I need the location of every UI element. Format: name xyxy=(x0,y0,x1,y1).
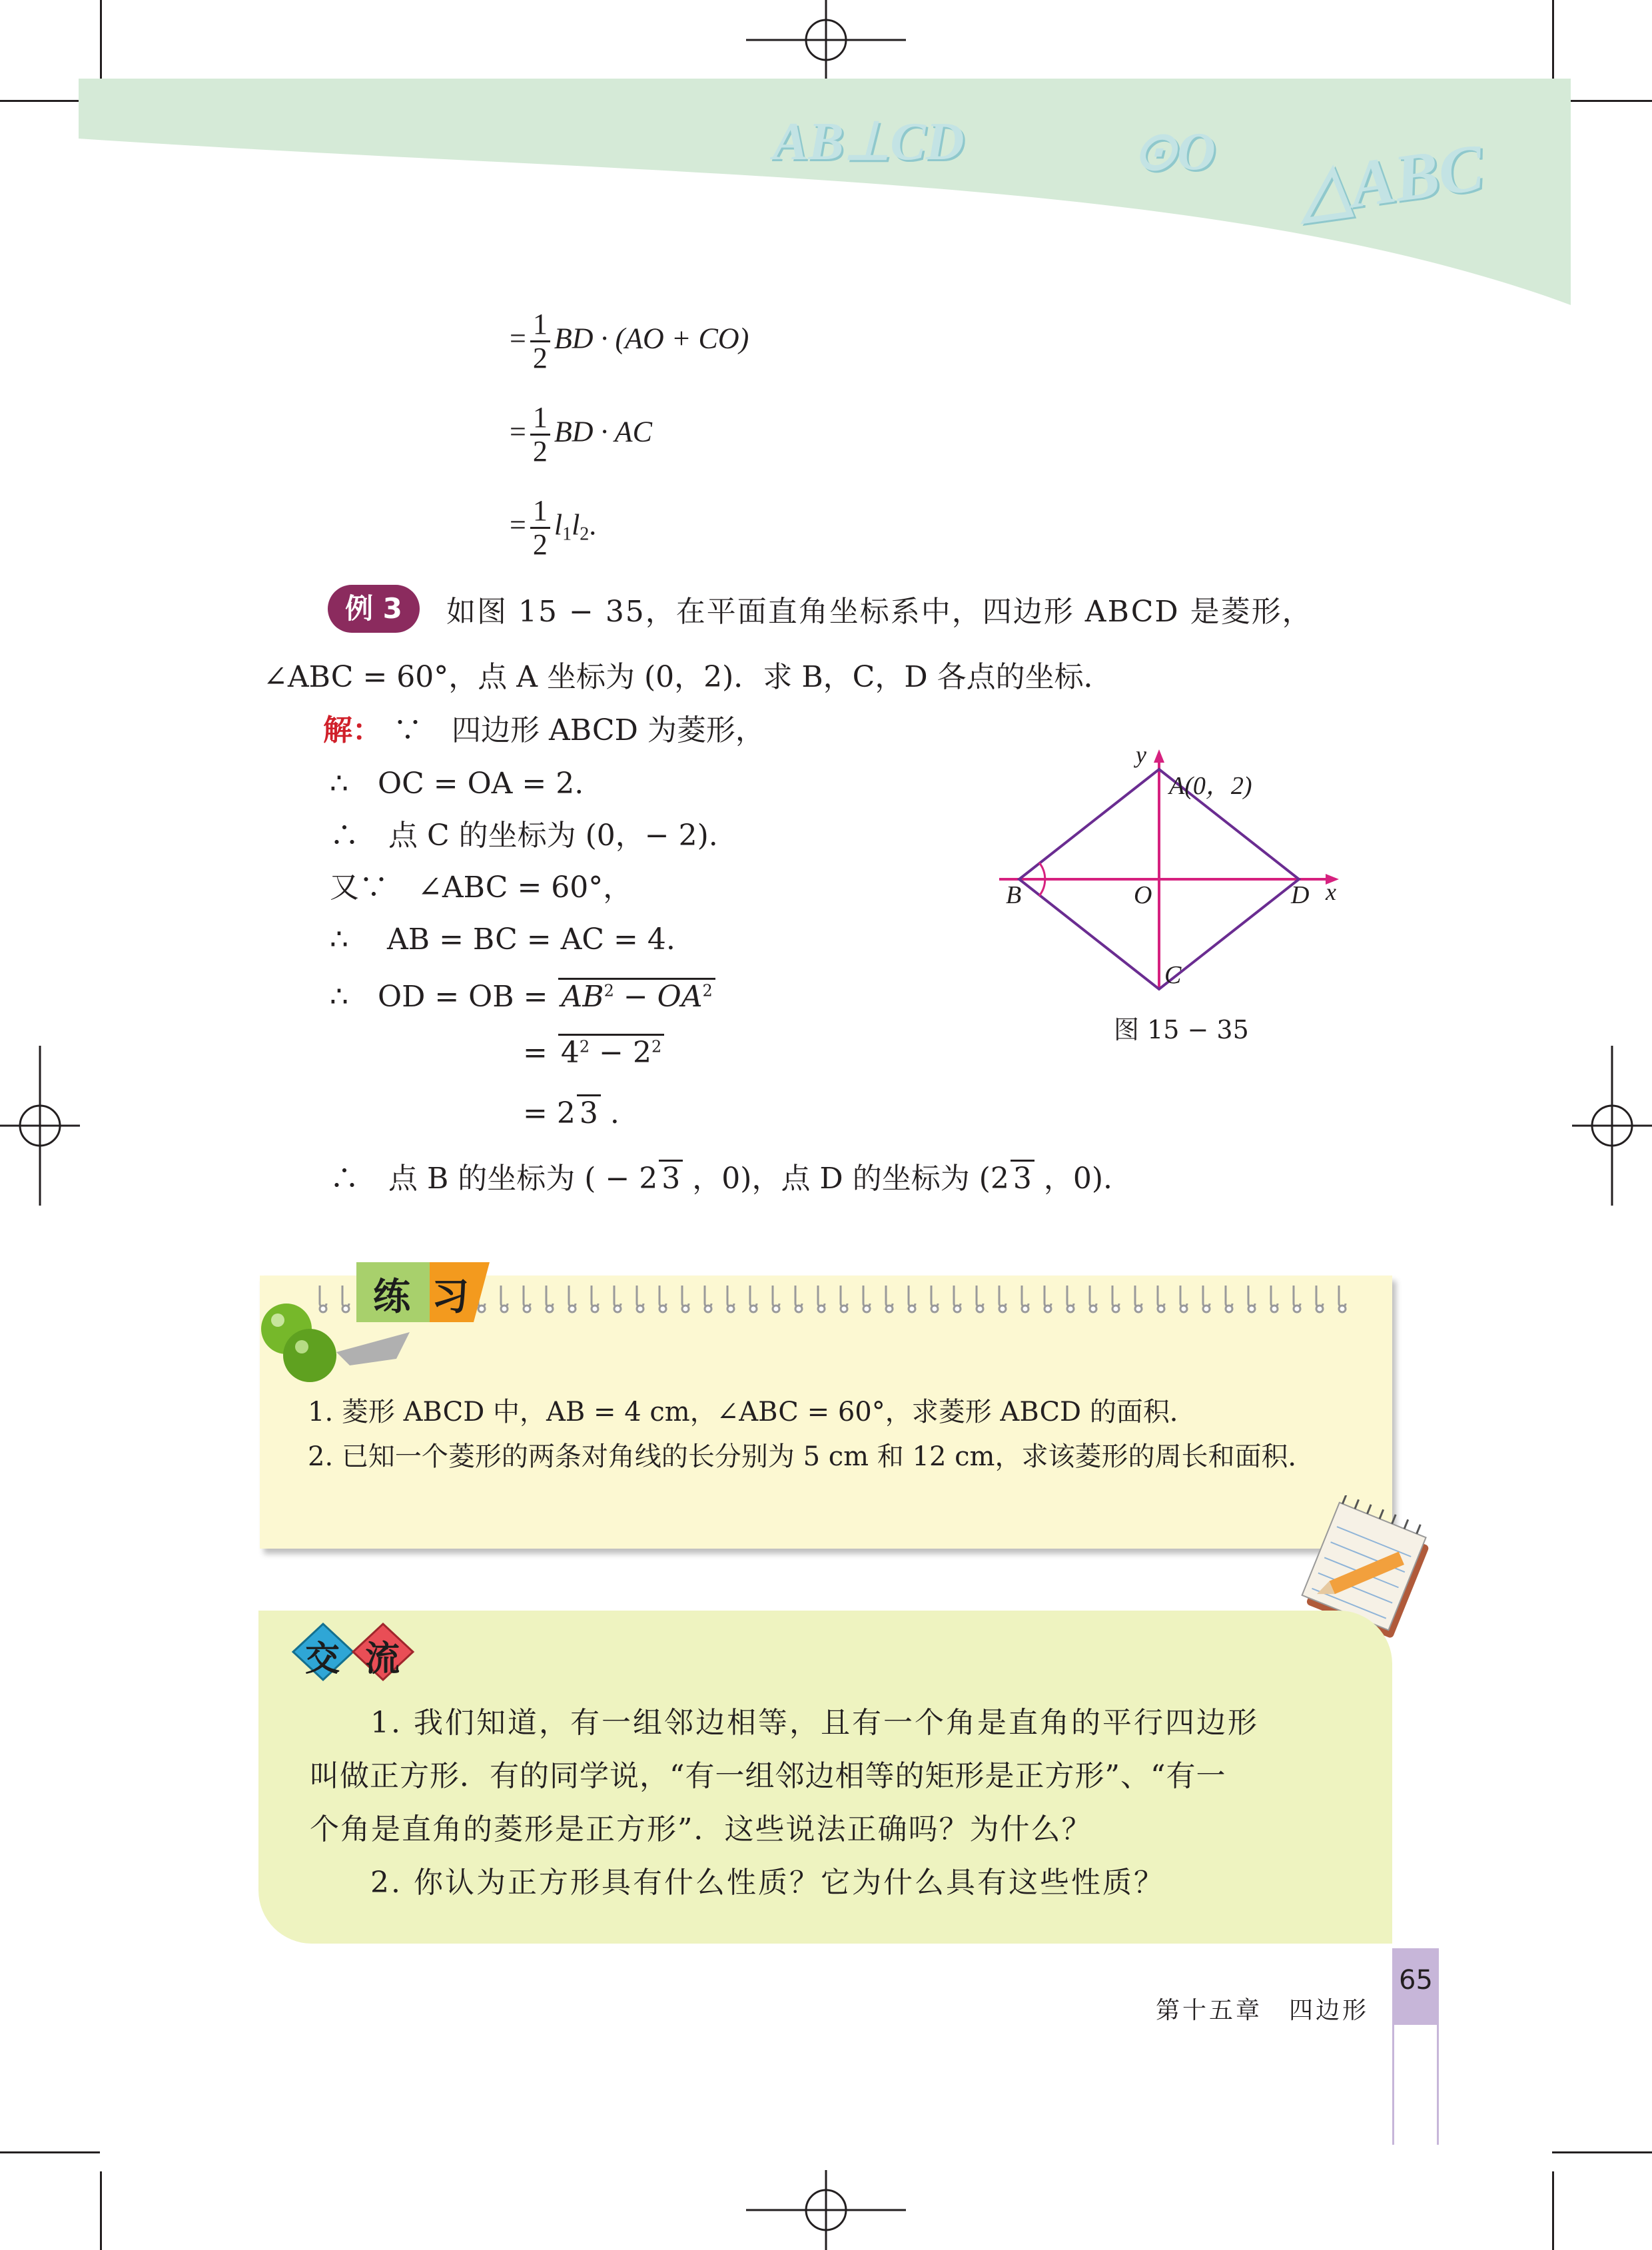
registration-mark xyxy=(0,1046,80,1206)
notepad-hole xyxy=(705,1306,711,1312)
notepad-ring xyxy=(1316,1286,1323,1307)
notepad-hole xyxy=(1135,1306,1142,1312)
notepad-hole xyxy=(546,1306,553,1312)
notepad-hole xyxy=(1180,1306,1187,1312)
figure-label-C: C xyxy=(1164,961,1182,989)
notepad-hole xyxy=(682,1306,689,1312)
crop-mark xyxy=(1552,2171,1554,2250)
solution-step: ∴ AB = BC = AC = 4. xyxy=(330,923,675,956)
crop-mark xyxy=(1552,2151,1652,2153)
page-tab-line xyxy=(1392,2025,1394,2145)
practice-question-1: 1. 菱形 ABCD 中，AB = 4 cm，∠ABC = 60°，求菱形 ABCD 的面积． xyxy=(308,1397,1196,1427)
notepad-ring xyxy=(999,1286,1006,1307)
notepad-ring xyxy=(727,1286,734,1307)
notepad-hole xyxy=(614,1306,621,1312)
notepad-ring xyxy=(1203,1286,1210,1307)
notepad-ring xyxy=(863,1286,870,1307)
notepad-ring xyxy=(773,1286,779,1307)
notepad-ring xyxy=(614,1286,621,1307)
notepad-ring xyxy=(795,1286,802,1307)
solution-step: ∴ OD = OB = $AB^2 - OA^2$ xyxy=(330,972,715,1015)
notepad-hole xyxy=(909,1306,915,1312)
notepad-ring xyxy=(592,1286,598,1307)
notepad-hole xyxy=(863,1306,870,1312)
notepad-ring xyxy=(1067,1286,1074,1307)
notepad-hole xyxy=(637,1306,643,1312)
notepad-hole xyxy=(1226,1306,1232,1312)
notepad-hole xyxy=(524,1306,530,1312)
crop-mark xyxy=(0,2151,100,2153)
notepad-hole xyxy=(954,1306,961,1312)
notepad-hole xyxy=(818,1306,825,1312)
notepad-ring xyxy=(1158,1286,1164,1307)
solution-step: 又∵ ∠ABC = 60°， xyxy=(330,871,633,905)
notepad-hole xyxy=(795,1306,802,1312)
figure-label-x: x xyxy=(1326,879,1336,905)
notepad-ring xyxy=(659,1286,666,1307)
notepad-hole xyxy=(1248,1306,1255,1312)
solution-step: ∴ OC = OA = 2. xyxy=(330,767,584,801)
notepad-ring xyxy=(1248,1286,1255,1307)
notepad-ring xyxy=(931,1286,938,1307)
notepad-ring xyxy=(1294,1286,1300,1307)
discussion-title-1: 交 xyxy=(305,1639,340,1679)
solution-step: ∵ 四边形 ABCD 为菱形， xyxy=(393,713,765,747)
notepad-hole xyxy=(750,1306,757,1312)
discussion-title-2: 流 xyxy=(365,1639,400,1679)
notepad-ring xyxy=(1226,1286,1232,1307)
notepad-hole xyxy=(1044,1306,1051,1312)
notepad-ring xyxy=(750,1286,757,1307)
notepad-ring xyxy=(569,1286,576,1307)
example-badge: 例 3 xyxy=(328,585,420,633)
registration-mark xyxy=(746,2170,906,2250)
example-statement-1: 如图 15 − 35，在平面直角坐标系中，四边形 ABCD 是菱形， xyxy=(446,595,1313,629)
notepad-hole xyxy=(478,1306,485,1312)
solution-label: 解： xyxy=(323,713,382,747)
solution-step: = 2 3 . xyxy=(523,1094,620,1130)
notepad-ring xyxy=(501,1286,508,1307)
crop-mark xyxy=(100,0,102,80)
notepad-ring xyxy=(886,1286,893,1307)
notepad-ring xyxy=(909,1286,915,1307)
notepad-hole xyxy=(1067,1306,1074,1312)
notepad-hole xyxy=(1090,1306,1096,1312)
notepad-hole xyxy=(1112,1306,1119,1312)
notepad-hole xyxy=(1339,1306,1346,1312)
figure-caption: 图 15 − 35 xyxy=(1114,1015,1249,1044)
notepad-hole xyxy=(501,1306,508,1312)
derivation-line-3: = $\frac{1}{2}$ $l_1l_2$. xyxy=(510,494,597,561)
figure-label-D: D xyxy=(1291,881,1310,909)
notepad-hole xyxy=(977,1306,983,1312)
notepad-hole xyxy=(773,1306,779,1312)
chapter-title: 第十五章 四边形 xyxy=(1156,1997,1370,2024)
notepad-ring xyxy=(841,1286,847,1307)
notepad-ring xyxy=(1090,1286,1096,1307)
notepad-ring xyxy=(818,1286,825,1307)
practice-question-2: 2. 已知一个菱形的两条对角线的长分别为 5 cm 和 12 cm，求该菱形的周长和面积． xyxy=(308,1441,1315,1472)
practice-title-1: 练 xyxy=(373,1276,410,1319)
notepad-ring xyxy=(1112,1286,1119,1307)
header-decor-triangle: △ABC xyxy=(1294,130,1488,229)
practice-title-2: 习 xyxy=(432,1276,469,1319)
notepad-hole xyxy=(999,1306,1006,1312)
y-axis-arrow xyxy=(1154,749,1164,763)
notepad-hole xyxy=(841,1306,847,1312)
notepad-ring xyxy=(1135,1286,1142,1307)
notepad-hole xyxy=(569,1306,576,1312)
page-number: 65 xyxy=(1399,1965,1433,1996)
notepad-ring xyxy=(637,1286,643,1307)
notepad-ring xyxy=(1180,1286,1187,1307)
derivation-line-2: = $\frac{1}{2}$ BD · AC xyxy=(510,401,652,468)
registration-mark xyxy=(1572,1046,1652,1206)
crop-mark xyxy=(1552,0,1554,80)
header-decor-circle: ⊙O xyxy=(1132,123,1216,181)
discussion-paragraph-1-line-2: 叫做正方形．有的同学说，“有一组邻边相等的矩形是正方形”、“有一 xyxy=(310,1759,1226,1793)
notepad-ring xyxy=(524,1286,530,1307)
figure-label-A: A(0，2) xyxy=(1169,772,1252,800)
page-tab-line xyxy=(1437,2025,1439,2145)
figure-label-O: O xyxy=(1134,881,1152,909)
notepad-ring xyxy=(954,1286,961,1307)
derivation-line-1: = $\frac{1}{2}$ BD · (AO + CO) xyxy=(510,308,749,374)
crop-mark xyxy=(100,2171,102,2250)
notepad-ring xyxy=(1271,1286,1278,1307)
solution-step: ∴ 点 C 的坐标为 (0，− 2). xyxy=(330,819,718,853)
notepad-ring xyxy=(1022,1286,1029,1307)
notepad-hole xyxy=(931,1306,938,1312)
notepad-ring xyxy=(705,1286,711,1307)
notepad-ring xyxy=(1044,1286,1051,1307)
discussion-paragraph-1-line-1: 1. 我们知道，有一组邻边相等，且有一个角是直角的平行四边形 xyxy=(370,1706,1259,1740)
notepad-ring xyxy=(1339,1286,1346,1307)
notepad-hole xyxy=(727,1306,734,1312)
notepad-hole xyxy=(1158,1306,1164,1312)
solution-step: ∴ 点 B 的坐标为 ( − 2 3 ，0)，点 D 的坐标为 (2 3 ，0). xyxy=(330,1154,1112,1197)
notepad-ring xyxy=(546,1286,553,1307)
notepad-hole xyxy=(659,1306,666,1312)
notepad-hole xyxy=(1203,1306,1210,1312)
figure-label-B: B xyxy=(1006,881,1022,909)
notepad-hole xyxy=(1271,1306,1278,1312)
notepad-ring xyxy=(682,1286,689,1307)
notepad-hole xyxy=(1022,1306,1029,1312)
notepad-hole xyxy=(886,1306,893,1312)
notepad-hole xyxy=(1316,1306,1323,1312)
notepad-hole xyxy=(1294,1306,1300,1312)
discussion-paragraph-2: 2. 你认为正方形具有什么性质？它为什么具有这些性质？ xyxy=(370,1866,1165,1900)
notepad-ring xyxy=(977,1286,983,1307)
notepad-hole xyxy=(592,1306,598,1312)
discussion-paragraph-1-line-3: 个角是直角的菱形是正方形”．这些说法正确吗？为什么？ xyxy=(310,1812,1092,1846)
solution-step: = $4^2 - 2^2$ xyxy=(523,1034,664,1070)
header-decor-perpendicular: AB⊥CD xyxy=(773,113,965,171)
registration-mark xyxy=(746,0,906,80)
example-statement-2: ∠ABC = 60°，点 A 坐标为 (0，2)．求 B，C，D 各点的坐标． xyxy=(263,660,1113,694)
figure-label-y: y xyxy=(1136,741,1146,768)
